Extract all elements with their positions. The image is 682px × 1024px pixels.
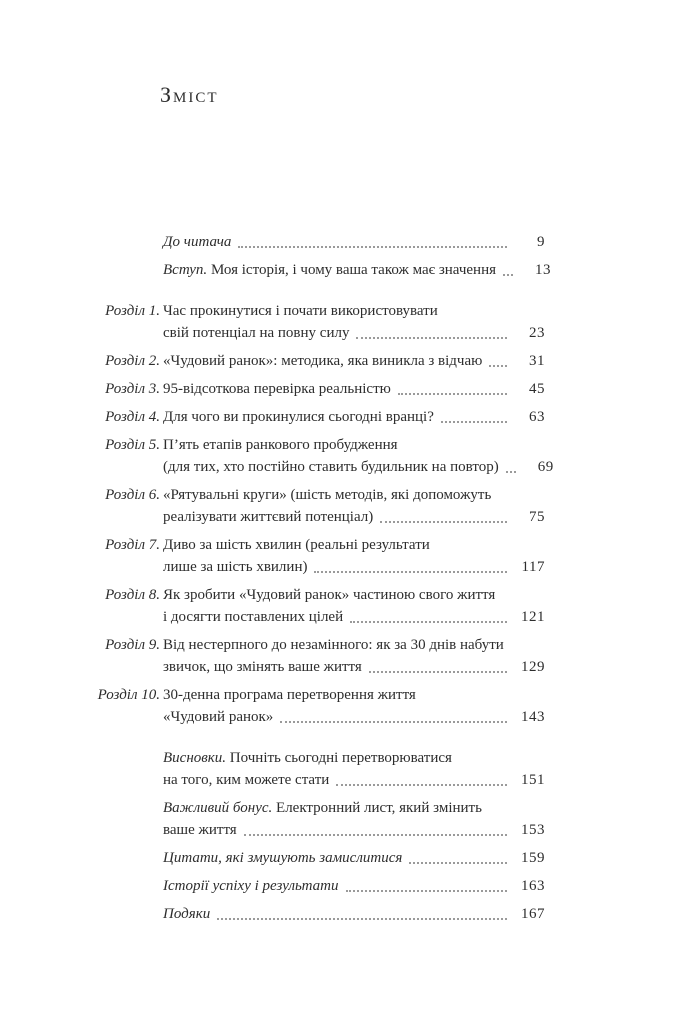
entry-label: Висновки. — [163, 750, 227, 766]
entry-title — [163, 259, 496, 281]
entry-text: «Чудовий ранок»: методика, яка виникла з відчаю — [163, 353, 483, 369]
dot-leader — [238, 246, 507, 248]
dot-leader — [380, 521, 507, 523]
page-number: 129 — [521, 659, 545, 675]
toc-entry-success-stories[interactable] — [88, 875, 545, 897]
chapter-label: Розділ 10. — [97, 687, 160, 703]
toc-entry-chapter-6[interactable] — [88, 484, 545, 528]
entry-line — [163, 322, 545, 344]
dot-leader — [217, 918, 507, 920]
page-number: 63 — [529, 409, 545, 425]
toc-entry-chapter-5[interactable] — [88, 434, 554, 478]
toc-entry-chapter-1[interactable] — [88, 300, 545, 344]
entry-text: на того, ким можете стати — [163, 772, 330, 788]
page-title: Зміст — [160, 82, 219, 107]
entry-text: «Чудовий ранок» — [163, 709, 274, 725]
entry-line — [163, 406, 545, 428]
entry-line: «Рятувальні круги» (шість методів, які допоможуть — [163, 487, 492, 503]
toc-entry-chapter-10[interactable] — [88, 684, 545, 728]
entry-text: (для тих, хто постійно ставить будильник на повтор) — [163, 459, 499, 475]
entry-line — [163, 506, 545, 528]
entry-line — [163, 875, 545, 897]
toc-entry-preface[interactable] — [88, 231, 545, 253]
entry-body — [163, 231, 545, 253]
page-number: 9 — [537, 234, 545, 250]
entry-line — [163, 747, 545, 769]
dot-leader — [369, 671, 507, 673]
entry-body — [163, 484, 545, 528]
dot-leader — [314, 571, 507, 573]
dot-leader — [409, 862, 507, 864]
entry-body — [163, 797, 545, 841]
chapter-label: Розділ 2. — [105, 353, 160, 369]
entry-title: Цитати, які змушують замислитися — [163, 850, 403, 866]
page-number: 143 — [521, 709, 545, 725]
chapter-label: Розділ 1. — [105, 303, 160, 319]
toc-entry-conclusions[interactable] — [88, 747, 545, 791]
dot-leader — [506, 471, 516, 473]
page-number: 167 — [521, 906, 545, 922]
toc-entry-chapter-4[interactable] — [88, 406, 545, 428]
entry-line — [163, 797, 545, 819]
entry-body — [163, 300, 545, 344]
toc-entry-intro[interactable] — [88, 259, 551, 281]
dot-leader — [280, 721, 507, 723]
toc-entry-quotes[interactable] — [88, 847, 545, 869]
entry-text: 95-відсоткова перевірка реальністю — [163, 381, 391, 397]
dot-leader — [398, 393, 507, 395]
dot-leader — [346, 890, 507, 892]
page-number: 75 — [529, 509, 545, 525]
entry-line — [163, 847, 545, 869]
entry-line: Як зробити «Чудовий ранок» частиною свого життя — [163, 587, 496, 603]
entry-body — [163, 259, 551, 281]
entry-line — [163, 656, 545, 678]
dot-leader — [489, 365, 507, 367]
entry-text: Для чого ви прокинулися сьогодні вранці? — [163, 409, 434, 425]
entry-body — [163, 847, 545, 869]
page-number: 13 — [535, 262, 551, 278]
entry-body — [163, 434, 554, 478]
entry-text: реалізувати життєвий потенціал) — [163, 509, 374, 525]
page-number: 69 — [537, 459, 554, 475]
entry-body — [163, 350, 545, 372]
entry-line — [163, 769, 545, 791]
toc-entry-chapter-3[interactable] — [88, 378, 545, 400]
entry-line: Час прокинутися і почати використовувати — [163, 303, 438, 319]
entry-text: лише за шість хвилин) — [163, 559, 308, 575]
toc-entry-chapter-9[interactable] — [88, 634, 545, 678]
chapter-label: Розділ 9. — [105, 637, 160, 653]
dot-leader — [244, 834, 507, 836]
entry-text: ваше життя — [163, 822, 237, 838]
dot-leader — [503, 274, 513, 276]
toc-list — [88, 231, 554, 925]
entry-body — [163, 684, 545, 728]
entry-line — [163, 903, 545, 925]
entry-line — [163, 231, 545, 253]
toc-entry-chapter-7[interactable] — [88, 534, 545, 578]
chapter-label: Розділ 5. — [105, 437, 160, 453]
chapter-label: Розділ 6. — [105, 487, 160, 503]
entry-line — [163, 456, 554, 478]
page-number: 153 — [521, 822, 545, 838]
entry-line: 30-денна програма перетворення життя — [163, 687, 416, 703]
toc-entry-bonus[interactable] — [88, 797, 545, 841]
entry-title: До читача — [163, 234, 232, 250]
dot-leader — [356, 337, 507, 339]
entry-text: звичок, що змінять ваше життя — [163, 659, 362, 675]
page-number: 45 — [529, 381, 545, 397]
entry-body — [163, 634, 545, 678]
chapter-label: Розділ 8. — [105, 587, 160, 603]
entry-line — [163, 819, 545, 841]
entry-line: П’ять етапів ранкового пробудження — [163, 437, 398, 453]
page-number: 159 — [521, 850, 545, 866]
entry-text: і досягти поставлених цілей — [163, 609, 344, 625]
entry-text: свій потенціал на повну силу — [163, 325, 350, 341]
entry-title: Історії успіху і результати — [163, 878, 339, 894]
entry-line — [163, 556, 545, 578]
entry-body — [163, 534, 545, 578]
page-number: 163 — [521, 878, 545, 894]
entry-line: Диво за шість хвилин (реальні результати — [163, 537, 430, 553]
page-number: 31 — [529, 353, 545, 369]
entry-body — [163, 747, 545, 791]
chapter-label: Розділ 7. — [105, 537, 160, 553]
entry-text: Почніть сьогодні перетворюватися — [229, 750, 452, 766]
entry-line — [163, 706, 545, 728]
page-number: 151 — [521, 772, 545, 788]
chapter-label: Розділ 3. — [105, 381, 160, 397]
toc-entry-chapter-2[interactable] — [88, 350, 545, 372]
entry-text: Моя історія, і чому ваша також має значення — [210, 262, 496, 278]
toc-entry-acknowledgements[interactable] — [88, 903, 545, 925]
entry-body — [163, 584, 545, 628]
toc-entry-chapter-8[interactable] — [88, 584, 545, 628]
entry-body — [163, 378, 545, 400]
entry-body — [163, 903, 545, 925]
entry-body — [163, 406, 545, 428]
page-number: 121 — [521, 609, 545, 625]
entry-line — [163, 378, 545, 400]
entry-body — [163, 875, 545, 897]
page-number: 117 — [521, 559, 545, 575]
entry-label: Вступ. — [163, 262, 208, 278]
entry-title: Подяки — [163, 906, 211, 922]
entry-line: Від нестерпного до незамінного: як за 30 днів набути — [163, 637, 504, 653]
dot-leader — [336, 784, 507, 786]
chapter-label: Розділ 4. — [105, 409, 160, 425]
dot-leader — [441, 421, 507, 423]
entry-line — [163, 606, 545, 628]
entry-text: Електронний лист, який змінить — [276, 800, 482, 816]
entry-label: Важливий бонус. — [163, 800, 273, 816]
dot-leader — [350, 621, 507, 623]
entry-line — [163, 350, 545, 372]
entry-line — [163, 259, 551, 281]
page-number: 23 — [529, 325, 545, 341]
